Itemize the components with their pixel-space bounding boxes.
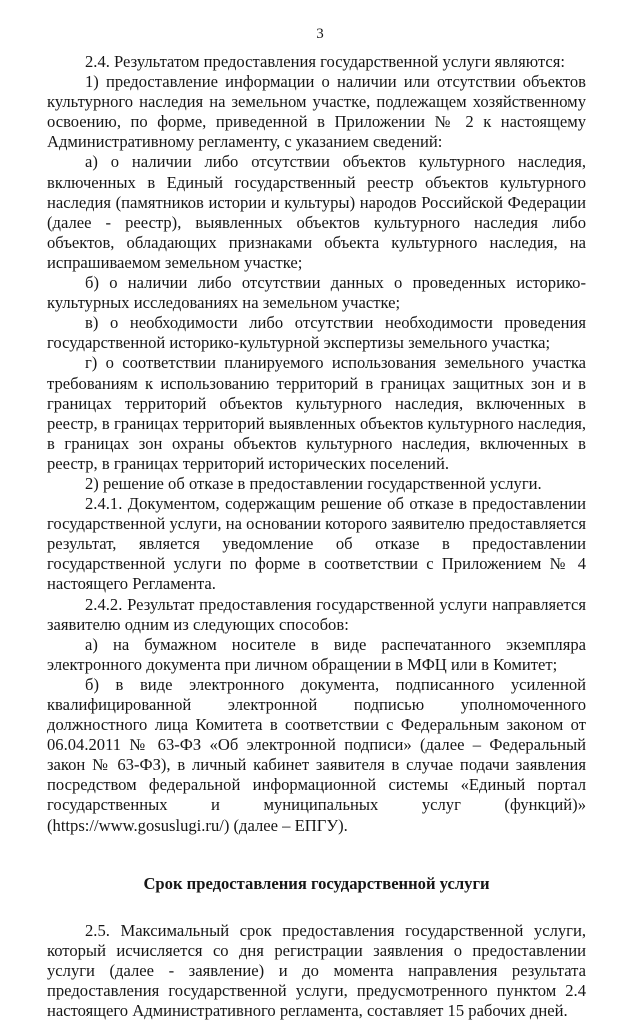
paragraph-delivery-b: б) в виде электронного документа, подписанного усиленной квалифицированной электронной подписью уполномоченного должностного лица Комитета в соответствии с Федеральным законом от 06.04.2011 № 63-ФЗ «Об электронной подписи» (далее – Федеральный закон № 63-ФЗ), в личный кабинет заявителя в случае подачи заявления посредством федеральной информационной системы «Единый портал государственных и муниципальных услуг (функций)» (https://www.gosuslugi.ru/) (далее – ЕПГУ).	[47, 674, 586, 835]
section-heading: Срок предоставления государственной услуги	[143, 873, 490, 893]
document-body	[47, 52, 586, 1021]
paragraph-2-4: 2.4. Результатом предоставления государственной услуги являются:	[85, 52, 566, 71]
paragraph-item-1: 1) предоставление информации о наличии или отсутствии объектов культурного наследия на земельном участке, подлежащем хозяйственному освоению, по форме, приведенной в Приложении № 2 к настоящему Административному регламенту, с указанием сведений:	[47, 72, 586, 152]
paragraph-2-4-1: 2.4.1. Документом, содержащим решение об отказе в предоставлении государственной услуги, на основании которого заявителю предоставляется результат, является уведомление об отказе в предоставлении государственной услуги по форме в соответствии с Приложением № 4 настоящего Регламента.	[47, 494, 586, 594]
paragraph-2-4-2: 2.4.2. Результат предоставления государственной услуги направляется заявителю одним из следующих способов:	[47, 594, 586, 634]
page-number: 3	[316, 26, 324, 42]
paragraph-delivery-a: а) на бумажном носителе в виде распечатанного экземпляра электронного документа при личном обращении в МФЦ или в Комитет;	[47, 634, 586, 674]
paragraph-item-g: г) о соответствии планируемого использования земельного участка требованиям к использованию территорий в границах защитных зон и в границах территорий объектов культурного наследия, включенных в реестр, в границах территорий выявленных объектов культурного наследия, в границах зон охраны объектов культурного наследия, включенных в реестр, в границах территорий исторических поселений.	[47, 353, 586, 473]
paragraph-item-2: 2) решение об отказе в предоставлении государственной услуги.	[85, 473, 542, 493]
paragraph-2-5: 2.5. Максимальный срок предоставления государственной услуги, который исчисляется со дня регистрации заявления о предоставлении услуги (далее - заявление) и до момента направления результата предоставления государственной услуги, предусмотренного пунктом 2.4 настоящего Административного регламента, составляет 15 рабочих дней.	[47, 920, 586, 1021]
paragraph-item-a: а) о наличии либо отсутствии объектов культурного наследия, включенных в Единый государственный реестр объектов культурного наследия (памятников истории и культуры) народов Российской Федерации (далее - реестр), выявленных объектов культурного наследия либо объектов, обладающих признаками объекта культурного наследия, на испрашиваемом земельном участке;	[47, 152, 586, 272]
paragraph-item-v: в) о необходимости либо отсутствии необходимости проведения государственной историко-культурной экспертизы земельного участка;	[47, 313, 586, 353]
paragraph-item-b: б) о наличии либо отсутствии данных о проведенных историко-культурных исследованиях на земельном участке;	[47, 273, 586, 313]
